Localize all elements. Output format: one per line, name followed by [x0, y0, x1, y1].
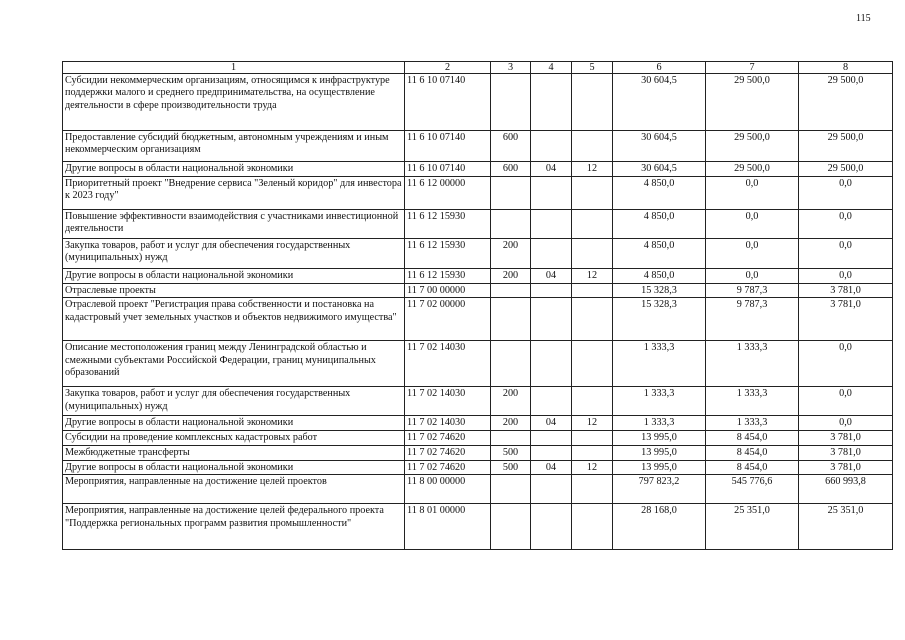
amount-2024: 29 500,0	[706, 162, 799, 177]
section-code	[531, 284, 572, 298]
subsection-code: 12	[572, 162, 613, 177]
row-name: Отраслевые проекты	[63, 284, 405, 298]
amount-2023: 28 168,0	[613, 504, 706, 550]
table-row	[63, 341, 893, 387]
section-code: 04	[531, 416, 572, 431]
page-number: 115	[856, 13, 871, 24]
target-article-code: 11 8 00 00000	[405, 475, 491, 504]
expense-type-code	[491, 74, 531, 131]
table-row	[63, 445, 893, 460]
amount-2023: 4 850,0	[613, 239, 706, 269]
amount-2023: 30 604,5	[613, 131, 706, 162]
amount-2025: 3 781,0	[799, 445, 893, 460]
target-article-code: 11 7 02 14030	[405, 341, 491, 387]
table-row	[63, 284, 893, 298]
budget-table	[62, 61, 893, 550]
amount-2024: 0,0	[706, 210, 799, 239]
target-article-code: 11 7 02 74620	[405, 460, 491, 474]
target-article-code: 11 7 02 14030	[405, 416, 491, 431]
amount-2025: 0,0	[799, 210, 893, 239]
row-name: Межбюджетные трансферты	[63, 445, 405, 460]
amount-2025: 29 500,0	[799, 74, 893, 131]
table-row	[63, 269, 893, 284]
section-code	[531, 475, 572, 504]
amount-2024: 29 500,0	[706, 131, 799, 162]
amount-2025: 29 500,0	[799, 131, 893, 162]
amount-2024: 1 333,3	[706, 416, 799, 431]
amount-2025: 29 500,0	[799, 162, 893, 177]
expense-type-code: 200	[491, 239, 531, 269]
row-name: Отраслевой проект "Регистрация права собственности и постановка на кадастровый учет земельных участков и объектов недвижимого имущества"	[63, 298, 405, 341]
row-name: Предоставление субсидий бюджетным, автономным учреждениям и иным некоммерческим организациям	[63, 131, 405, 162]
row-name: Другие вопросы в области национальной экономики	[63, 162, 405, 177]
section-code	[531, 210, 572, 239]
target-article-code: 11 6 10 07140	[405, 74, 491, 131]
amount-2023: 1 333,3	[613, 387, 706, 416]
amount-2024: 8 454,0	[706, 460, 799, 474]
section-code: 04	[531, 162, 572, 177]
amount-2024: 29 500,0	[706, 74, 799, 131]
amount-2025: 0,0	[799, 269, 893, 284]
row-name: Приоритетный проект "Внедрение сервиса "Зеленый коридор" для инвестора к 2023 году"	[63, 177, 405, 210]
amount-2024: 9 787,3	[706, 298, 799, 341]
expense-type-code: 600	[491, 131, 531, 162]
amount-2025: 660 993,8	[799, 475, 893, 504]
amount-2023: 4 850,0	[613, 210, 706, 239]
section-code	[531, 445, 572, 460]
table-row	[63, 504, 893, 550]
expense-type-code: 200	[491, 269, 531, 284]
target-article-code: 11 7 02 74620	[405, 445, 491, 460]
column-number: 3	[491, 62, 531, 74]
expense-type-code	[491, 284, 531, 298]
expense-type-code	[491, 475, 531, 504]
table-row	[63, 162, 893, 177]
section-code	[531, 341, 572, 387]
section-code	[531, 504, 572, 550]
amount-2023: 30 604,5	[613, 162, 706, 177]
target-article-code: 11 6 12 15930	[405, 239, 491, 269]
subsection-code	[572, 239, 613, 269]
table-row	[63, 387, 893, 416]
section-code	[531, 177, 572, 210]
table-row	[63, 131, 893, 162]
amount-2024: 8 454,0	[706, 445, 799, 460]
subsection-code	[572, 298, 613, 341]
row-name: Субсидии на проведение комплексных кадастровых работ	[63, 431, 405, 445]
table-row	[63, 460, 893, 474]
section-code	[531, 131, 572, 162]
amount-2023: 4 850,0	[613, 177, 706, 210]
target-article-code: 11 7 02 00000	[405, 298, 491, 341]
amount-2024: 0,0	[706, 239, 799, 269]
section-code	[531, 239, 572, 269]
amount-2025: 0,0	[799, 416, 893, 431]
section-code	[531, 298, 572, 341]
target-article-code: 11 6 12 15930	[405, 269, 491, 284]
subsection-code	[572, 475, 613, 504]
amount-2025: 3 781,0	[799, 284, 893, 298]
amount-2025: 0,0	[799, 341, 893, 387]
row-name: Описание местоположения границ между Ленинградской областью и смежными субъектами Российской Федерации, границ муниципальных образований	[63, 341, 405, 387]
table-row	[63, 298, 893, 341]
row-name: Мероприятия, направленные на достижение целей проектов	[63, 475, 405, 504]
table-header-row	[63, 62, 893, 74]
subsection-code	[572, 341, 613, 387]
expense-type-code: 500	[491, 445, 531, 460]
expense-type-code	[491, 177, 531, 210]
subsection-code: 12	[572, 460, 613, 474]
target-article-code: 11 6 12 00000	[405, 177, 491, 210]
expense-type-code	[491, 504, 531, 550]
section-code	[531, 74, 572, 131]
target-article-code: 11 6 12 15930	[405, 210, 491, 239]
amount-2025: 3 781,0	[799, 298, 893, 341]
subsection-code	[572, 445, 613, 460]
table-row	[63, 431, 893, 445]
table-row	[63, 74, 893, 131]
amount-2025: 3 781,0	[799, 431, 893, 445]
row-name: Закупка товаров, работ и услуг для обеспечения государственных (муниципальных) нужд	[63, 239, 405, 269]
amount-2024: 25 351,0	[706, 504, 799, 550]
target-article-code: 11 6 10 07140	[405, 131, 491, 162]
table-row	[63, 210, 893, 239]
amount-2023: 4 850,0	[613, 269, 706, 284]
expense-type-code: 500	[491, 460, 531, 474]
subsection-code: 12	[572, 416, 613, 431]
expense-type-code	[491, 341, 531, 387]
amount-2023: 1 333,3	[613, 341, 706, 387]
subsection-code	[572, 431, 613, 445]
subsection-code: 12	[572, 269, 613, 284]
column-number: 2	[405, 62, 491, 74]
section-code: 04	[531, 460, 572, 474]
target-article-code: 11 6 10 07140	[405, 162, 491, 177]
amount-2023: 15 328,3	[613, 284, 706, 298]
amount-2023: 13 995,0	[613, 431, 706, 445]
amount-2023: 30 604,5	[613, 74, 706, 131]
amount-2024: 1 333,3	[706, 387, 799, 416]
table-row	[63, 416, 893, 431]
subsection-code	[572, 177, 613, 210]
row-name: Субсидии некоммерческим организациям, относящимся к инфраструктуре поддержки малого и среднего предпринимательства, на осуществление деятельности в сфере производительности труда	[63, 74, 405, 131]
column-number: 1	[63, 62, 405, 74]
expense-type-code	[491, 431, 531, 445]
amount-2024: 9 787,3	[706, 284, 799, 298]
amount-2025: 0,0	[799, 239, 893, 269]
subsection-code	[572, 504, 613, 550]
amount-2025: 3 781,0	[799, 460, 893, 474]
amount-2024: 8 454,0	[706, 431, 799, 445]
subsection-code	[572, 284, 613, 298]
subsection-code	[572, 387, 613, 416]
target-article-code: 11 8 01 00000	[405, 504, 491, 550]
expense-type-code: 200	[491, 416, 531, 431]
expense-type-code	[491, 210, 531, 239]
table-row	[63, 177, 893, 210]
column-number: 4	[531, 62, 572, 74]
amount-2025: 0,0	[799, 177, 893, 210]
subsection-code	[572, 131, 613, 162]
target-article-code: 11 7 02 14030	[405, 387, 491, 416]
amount-2023: 1 333,3	[613, 416, 706, 431]
expense-type-code: 200	[491, 387, 531, 416]
subsection-code	[572, 210, 613, 239]
amount-2024: 545 776,6	[706, 475, 799, 504]
row-name: Другие вопросы в области национальной экономики	[63, 269, 405, 284]
row-name: Повышение эффективности взаимодействия с участниками инвестиционной деятельности	[63, 210, 405, 239]
row-name: Другие вопросы в области национальной экономики	[63, 416, 405, 431]
target-article-code: 11 7 02 74620	[405, 431, 491, 445]
amount-2024: 0,0	[706, 269, 799, 284]
table-row	[63, 475, 893, 504]
target-article-code: 11 7 00 00000	[405, 284, 491, 298]
column-number: 5	[572, 62, 613, 74]
amount-2025: 0,0	[799, 387, 893, 416]
amount-2023: 13 995,0	[613, 460, 706, 474]
amount-2025: 25 351,0	[799, 504, 893, 550]
table-row	[63, 239, 893, 269]
row-name: Закупка товаров, работ и услуг для обеспечения государственных (муниципальных) нужд	[63, 387, 405, 416]
amount-2023: 797 823,2	[613, 475, 706, 504]
column-number: 8	[799, 62, 893, 74]
section-code: 04	[531, 269, 572, 284]
amount-2024: 0,0	[706, 177, 799, 210]
column-number: 7	[706, 62, 799, 74]
row-name: Другие вопросы в области национальной экономики	[63, 460, 405, 474]
amount-2023: 15 328,3	[613, 298, 706, 341]
row-name: Мероприятия, направленные на достижение целей федерального проекта "Поддержка региональных программ развития промышленности"	[63, 504, 405, 550]
expense-type-code: 600	[491, 162, 531, 177]
section-code	[531, 387, 572, 416]
amount-2024: 1 333,3	[706, 341, 799, 387]
amount-2023: 13 995,0	[613, 445, 706, 460]
expense-type-code	[491, 298, 531, 341]
column-number: 6	[613, 62, 706, 74]
section-code	[531, 431, 572, 445]
subsection-code	[572, 74, 613, 131]
